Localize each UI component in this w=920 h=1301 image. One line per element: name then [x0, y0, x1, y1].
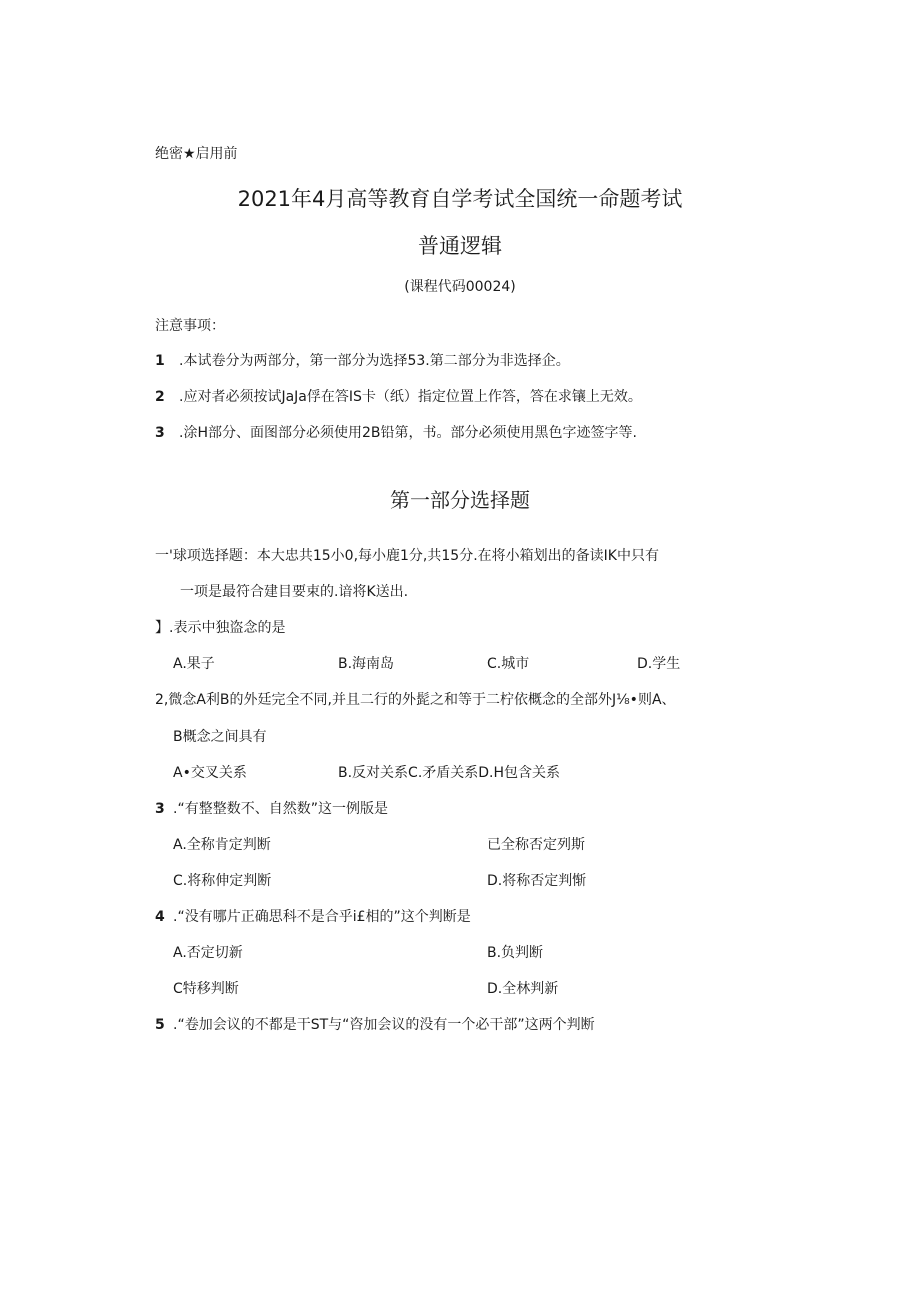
question-5-number: 5 — [155, 1017, 165, 1033]
notice-title: 注意事项： — [155, 318, 225, 334]
question-3-number: 3 — [155, 801, 165, 817]
question-5-stem — [155, 1014, 595, 1034]
section-instruction-continued: 一项是最符合建目要束的.谙将K送出. — [180, 584, 409, 600]
question-4-option-c: C特移判断 — [173, 981, 239, 997]
question-2-options-bcd: B.反对关系C.矛盾关系D.H包含关系 — [338, 765, 561, 781]
question-4-option-a: A.否定切新 — [173, 945, 243, 961]
secret-mark: 绝密★启用前 — [155, 146, 238, 162]
notice-item — [155, 386, 642, 406]
question-1-option-a: A.果子 — [173, 656, 215, 672]
question-1-option-c: C.城市 — [487, 656, 530, 672]
question-5-text: .“卷加会议的不都是干ST与“咨加会议的没有一个必干部”这两个判断 — [173, 1017, 595, 1033]
notice-item-text: .应对者必须按试JaJa俘在答IS卡（纸）指定位置上作答，答在求镶上无效。 — [179, 389, 642, 405]
notice-item-number: 3 — [155, 425, 165, 441]
question-3-option-a: A.全称肯定判断 — [173, 837, 271, 853]
question-3-text: .“有整整数不、自然数”这一例版是 — [173, 801, 388, 817]
question-4-stem — [155, 906, 471, 926]
question-1-option-d: D.学生 — [637, 656, 681, 672]
notice-item-text: .涂H部分、面图部分必须使用2B铅第，书。部分必须使用黑色字迹签字等. — [179, 425, 637, 441]
section-instruction: 一'球项选择题：本大忠共15小0,每小鹿1分,共15分.在将小箱划出的备读IK中只有 — [155, 548, 659, 564]
question-4-number: 4 — [155, 909, 165, 925]
notice-item — [155, 422, 637, 442]
question-2-stem-continued: B概念之间具有 — [173, 729, 267, 745]
notice-item-number: 2 — [155, 389, 165, 405]
question-3-option-b: 已全称否定列斯 — [487, 837, 585, 853]
question-4-text: .“没有哪片正确思科不是合乎i£相的”这个判断是 — [173, 909, 471, 925]
notice-item — [155, 350, 570, 370]
exam-title: 2021年4月高等教育自学考试全国统一命题考试 — [237, 187, 683, 211]
question-1-option-b: B.海南岛 — [338, 656, 395, 672]
course-code: (课程代码00024) — [404, 279, 516, 295]
question-2-option-a: A•交叉关系 — [173, 765, 247, 781]
subject-title: 普通逻辑 — [418, 234, 502, 258]
question-3-option-c: C.将称伸定判断 — [173, 873, 272, 889]
question-4-option-b: B.负判断 — [487, 945, 544, 961]
notice-item-text: .本试卷分为两部分，第一部分为选择53.第二部分为非选择企。 — [179, 353, 570, 369]
notice-item-number: 1 — [155, 353, 165, 369]
question-4-option-d: D.全林判新 — [487, 981, 559, 997]
question-3-option-d: D.将称否定判惭 — [487, 873, 587, 889]
question-3-stem — [155, 798, 388, 818]
part-title: 第一部分选择题 — [390, 488, 530, 512]
question-2-stem: 2,微念A利B的外廷完全不同,并且二行的外髭之和等于二柠依概念的全部外J⅛•则A、 — [155, 692, 676, 708]
question-1-stem: 】.表示中独盗念的是 — [155, 620, 286, 636]
